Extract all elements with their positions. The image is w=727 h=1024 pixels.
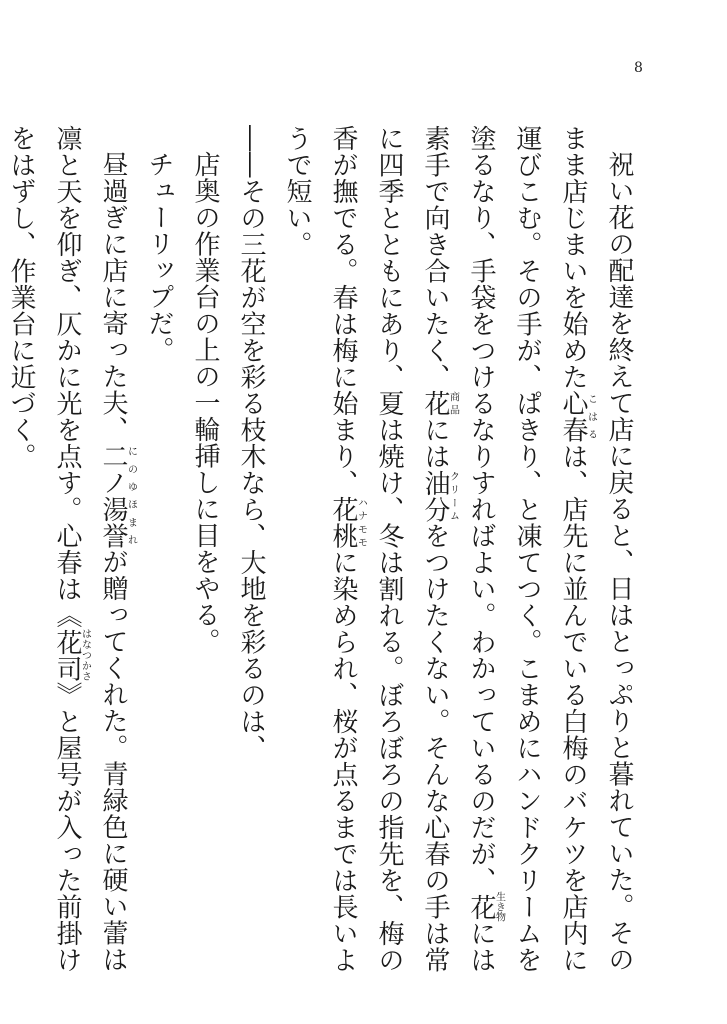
text-run: 店奥の作業台の上の一輪挿しに目をやる。 <box>190 151 220 655</box>
text-run: 昼過ぎに店に寄った夫、 <box>98 151 128 443</box>
ruby-annotation <box>420 390 459 417</box>
text-run: には <box>420 416 450 470</box>
ruby-reading: こはる <box>585 390 597 443</box>
ruby-reading: にのゆほまれ <box>125 442 137 549</box>
ruby-reading: 商品 <box>447 390 459 417</box>
paragraph <box>136 125 182 985</box>
text-run: は、店先に並んでいる白梅のバケツを店内に運びこむ。その手が、ぱきり、と凍てつく。こまめにハンドクリームを塗るなり、手袋をつけるなりすればよい。わかっているのだが、 <box>466 125 588 973</box>
ruby-base: 心春 <box>558 390 588 443</box>
ruby-base: 花桃 <box>328 496 358 549</box>
text-run: 》と屋号が入った前掛けをはずし、作業台に近づく。 <box>6 125 82 973</box>
text-run: が贈ってくれた。青緑色に硬い蕾は凛と天を仰ぎ、仄かに光を点す。心春は《 <box>52 125 128 973</box>
ruby-annotation <box>558 390 597 443</box>
ruby-annotation <box>98 442 137 549</box>
ruby-base: 花司 <box>52 628 82 682</box>
paragraph <box>182 125 228 985</box>
paragraph <box>274 125 642 985</box>
ruby-reading: はなつかさ <box>79 628 91 682</box>
ruby-base: 二ノ湯誉 <box>98 442 128 549</box>
ruby-base: 花 <box>420 390 450 417</box>
text-run: に染められ、桜が点るまでは長いようで短い。 <box>282 125 358 973</box>
text-run: チューリップだ。 <box>144 151 174 363</box>
ruby-annotation <box>328 496 367 549</box>
page-number: 8 <box>634 60 643 76</box>
text-run: ――その三花が空を彩る枝木なら、大地を彩るのは、 <box>236 125 266 761</box>
ruby-base: 油分 <box>420 469 450 523</box>
ruby-reading: ハナモモ <box>355 496 367 549</box>
ruby-annotation <box>466 891 505 922</box>
paragraph <box>0 125 136 985</box>
text-run: には素手で向き合いたく、 <box>420 125 496 973</box>
paragraph <box>228 125 274 985</box>
ruby-annotation <box>52 628 91 682</box>
ruby-base: 花 <box>466 891 496 922</box>
text-run: 祝い花の配達を終えて店に戻ると、日はとっぷりと暮れていた。そのまま店じまいを始めた <box>558 125 634 973</box>
ruby-reading: 生き物 <box>493 891 505 922</box>
body-text <box>6 125 642 985</box>
ruby-reading: クリーム <box>447 469 459 523</box>
text-run: をつけたくない。そんな心春の手は常に四季とともにあり、夏は焼け、冬は割れる。ぼろぼろの指先を、梅の香が撫でる。春は梅に始まり、 <box>328 125 450 973</box>
ruby-annotation <box>420 469 459 523</box>
